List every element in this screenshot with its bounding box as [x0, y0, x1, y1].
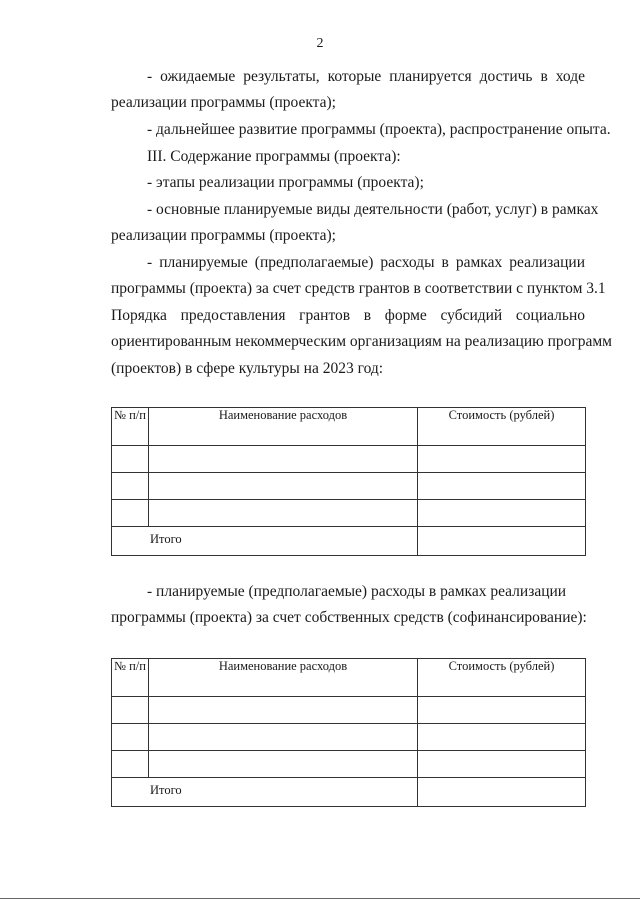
text-own-expenses-1: - планируемые (предполагаемые) расходы в рамках реализации	[147, 583, 567, 600]
table-cell[interactable]	[149, 473, 418, 500]
footer-rule	[0, 898, 640, 899]
table-cell[interactable]	[418, 500, 586, 527]
table-total-row	[112, 778, 586, 807]
col-number-header: № п/п	[112, 408, 149, 446]
text-expected-results-1: - ожидаемые результаты, которые планируется достичь в ходе	[147, 68, 585, 85]
table-cell[interactable]	[149, 500, 418, 527]
text-own-expenses-2: программы (проекта) за счет собственных средств (софинансирование):	[111, 609, 587, 626]
text-grant-expenses-3: Порядка предоставления грантов в форме субсидий социально	[111, 307, 585, 324]
table-cell[interactable]	[112, 446, 149, 473]
total-value-cell[interactable]	[418, 778, 586, 807]
grant-expenses-table	[111, 407, 586, 556]
total-value-cell[interactable]	[418, 527, 586, 556]
table-row	[112, 446, 586, 473]
table-cell[interactable]	[149, 446, 418, 473]
text-activities-1: - основные планируемые виды деятельности (работ, услуг) в рамках	[147, 201, 599, 218]
table-cell[interactable]	[112, 697, 149, 724]
text-grant-expenses-4: ориентированным некоммерческим организациям на реализацию программ	[111, 333, 612, 350]
table-cell[interactable]	[149, 724, 418, 751]
section-heading-content: III. Содержание программы (проекта):	[147, 148, 401, 165]
text-grant-expenses-2: программы (проекта) за счет средств грантов в соответствии с пунктом 3.1	[111, 280, 606, 297]
table-cell[interactable]	[418, 697, 586, 724]
text-activities-2: реализации программы (проекта);	[111, 227, 336, 244]
col-name-header: Наименование расходов	[149, 659, 418, 697]
table-total-row	[112, 527, 586, 556]
table-row	[112, 724, 586, 751]
text-expected-results-2: реализации программы (проекта);	[111, 94, 336, 111]
table-row	[112, 500, 586, 527]
table-cell[interactable]	[112, 500, 149, 527]
text-grant-expenses-5: (проектов) в сфере культуры на 2023 год:	[111, 360, 384, 377]
table-cell[interactable]	[149, 697, 418, 724]
table-header-row	[112, 659, 586, 697]
col-name-header: Наименование расходов	[149, 408, 418, 446]
table-header-row	[112, 408, 586, 446]
text-grant-expenses-1: - планируемые (предполагаемые) расходы в рамках реализации	[147, 254, 585, 271]
table-row	[112, 473, 586, 500]
own-expenses-table	[111, 658, 586, 807]
page-number: 2	[316, 36, 324, 51]
col-number-header: № п/п	[112, 659, 149, 697]
text-stages: - этапы реализации программы (проекта);	[147, 174, 424, 191]
table-cell[interactable]	[418, 724, 586, 751]
total-label: Итого	[112, 527, 418, 556]
table-cell[interactable]	[418, 473, 586, 500]
table-cell[interactable]	[112, 724, 149, 751]
total-label: Итого	[112, 778, 418, 807]
col-cost-header: Стоимость (рублей)	[418, 408, 586, 446]
table-cell[interactable]	[149, 751, 418, 778]
table-row	[112, 751, 586, 778]
table-cell[interactable]	[418, 446, 586, 473]
table-row	[112, 697, 586, 724]
col-cost-header: Стоимость (рублей)	[418, 659, 586, 697]
table-cell[interactable]	[418, 751, 586, 778]
text-development: - дальнейшее развитие программы (проекта), распространение опыта.	[147, 121, 611, 138]
table-cell[interactable]	[112, 751, 149, 778]
table-cell[interactable]	[112, 473, 149, 500]
